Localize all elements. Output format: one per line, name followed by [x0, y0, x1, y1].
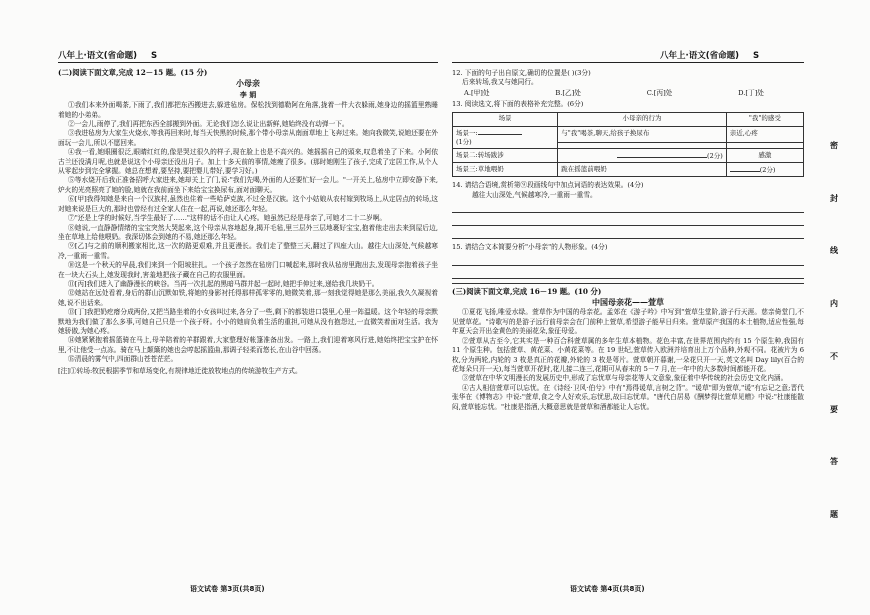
seal-line-text — [826, 140, 842, 520]
paragraph: ⑤等水烧开后我正准备招呼大家进来,她却关上了门,说:"我们先喝,外面的人还要忙好一会儿。"一开关上,毡房中立即安静下来,炉火的光亮照亮了她的脸,她就在我前面坐下来给宝宝换尿布,面对面聊天。 — [58, 176, 438, 194]
table-cell-behavior: 跪在摇篮前喂奶 — [558, 163, 726, 177]
table-cell-scene: 场景二:转场跋涉 — [453, 149, 558, 163]
footer-left: 语文试卷 第3页(共8页) — [190, 585, 265, 593]
header-right-s: S — [753, 51, 760, 61]
option-b[interactable]: B.[乙]处 — [555, 88, 581, 97]
footnote: [注]①转场:牧民根据季节和草场变化,有规律地迁徙放牧地点的传统游牧生产方式。 — [58, 366, 302, 375]
side-char: 内 — [830, 298, 838, 309]
table-row — [453, 163, 804, 177]
table-header: 场景 — [453, 112, 558, 126]
left-column — [58, 68, 438, 578]
answer-blank[interactable] — [617, 151, 707, 158]
right-column — [452, 68, 804, 578]
paragraph: ⑬[丁]我把奶疙瘩分成两份,又把当路坐着的小女孩叫过来,各分了一些,剩下的都装进口袋里,心里一阵温暖。这个年轻的母亲默默地为我们做了那么多事,可她自己只是一个孩子呀。小小的她肩负着生活的重担,可她从没有抱怨过,一直微笑着面对生活。我为她骄傲,为她心疼。 — [58, 308, 438, 335]
question-14: 14. 请结合语境,赏析第⑨段画线句中加点词语的表达效果。(4分) — [452, 181, 644, 190]
answer-blank[interactable] — [730, 165, 760, 172]
answer-line[interactable] — [452, 213, 804, 226]
article-title: 小母亲 — [236, 78, 260, 89]
paragraph: ③萱草在中华文明漫长的发展历史中,形成了忘忧草与母亲花等人文意象,象征着中华传统的社会历史文化内涵。 — [462, 374, 788, 383]
answer-line[interactable] — [452, 200, 804, 213]
paragraph: ②萱草从古至今,它其实是一种百合科萱草属的多年生草本植物。花色丰富,在世界范围内约有 15 个原生种,我国有 11 个原生种。包括萱草、黄花菜、小黄花菜等。在 19 世纪,萱草传入欧洲并培育出上万个品种,外观不同。花被片为 6 枚,分为两轮,内轮的 3 枚是真正的花瓣,外轮的 3 枚是萼片。萱草朝开暮谢,一朵花只开一天,英文名叫 Day lily(百合的花每朵只开一天),每当萱草开花时,花儿接二连三,花期可从春末的 5－7 月,在一年中的大多数时间都能开花。 — [452, 336, 804, 373]
table-cell-feeling: 亲近,心疼 — [726, 126, 803, 142]
table-cell-scene: 场景三:草地喂奶 — [453, 163, 558, 177]
question-13-table — [452, 112, 804, 178]
header-left-title: 八年上·语文(省命题) — [58, 51, 137, 61]
answer-line[interactable] — [452, 253, 804, 266]
article-author: 李 娟 — [239, 89, 257, 99]
question-12-sentence: 后来转场,我又与她同行。 — [462, 78, 538, 87]
table-cell-empty — [558, 142, 726, 149]
table-header: 小母亲的行为 — [558, 112, 726, 126]
header-right-title: 八年上·语文(省命题) — [660, 51, 739, 61]
side-char: 题 — [830, 508, 838, 519]
section-divider — [452, 283, 804, 284]
paragraph: ⑩这是一个秋天的早晨,我们来到一个阳坡驻扎。一个孩子忽然在毡房门口喊起来,那时我从毡房里跑出去,发现母亲抱着孩子坐在一块大石头上,她发现我时,害羞地把孩子藏在自己的衣服里面。 — [58, 261, 438, 279]
section-3-heading: (三)阅读下面文章,完成 16－19 题。(10 分) — [452, 286, 602, 296]
header-left-s: S — [151, 51, 158, 61]
paragraph: ①我们本来外面喝茶,下雨了,我们都把东西搬进去,躲进毡房。保松找到德勒阿在角落,拢着一件大衣躲雨,她身边的摇篮里熟睡着她的小弟弟。 — [58, 101, 438, 119]
article-2-title: 中国母亲花——萱草 — [592, 297, 664, 308]
paragraph: ⑦"还是上学的时候好,当学生最好了……"这样的话不由让人心疼。她虽然已经是母亲了,可她才二十二岁啊。 — [68, 214, 387, 223]
side-char: 线 — [830, 245, 838, 256]
side-char: 封 — [830, 192, 838, 203]
paragraph: ④古人相信萱草可以忘忧。在《诗经·卫风·伯兮》中有"焉得谖草,言树之背"。"谖草"即为萱草,"谖"有忘记之意;晋代张华在《博物志》中说:"萱草,食之令人好欢乐,忘忧思,故曰忘忧草。"唐代白居易《酬梦得比萱草见赠》中说:"杜康能散闷,萱草能忘忧。"杜康是指酒,大概意思就是萱草和酒都能让人忘忧。 — [452, 383, 804, 411]
table-header: "我"的感受 — [726, 112, 803, 126]
question-13: 13. 阅读选文,将下面的表格补充完整。(6分) — [452, 100, 584, 109]
answer-blank[interactable] — [478, 128, 522, 135]
table-cell-scene[interactable]: 场景一: (1分) — [453, 126, 558, 149]
paragraph: ③我进毡房为大家生火烧水,等我再回来时,每当天快黑的时候,那个带小母亲从南面草地上飞奔过来。她向我微笑,说她还要在外面玩一会儿,所以不愿回来。 — [58, 129, 438, 147]
paragraph: ⑪[丙]我们进入了幽静漫长的峡谷。当再一次扎起的黑暗马群并起一起时,她把手伸过来,递给我几块奶干。 — [68, 279, 379, 288]
header-left — [58, 49, 157, 61]
paragraph: ⑧她说,一直静静情绪的宝宝突然大哭起来,这个母亲从容地起身,揭开毛毡,里三层外三层地裹好宝宝,抱着他走出去来到屋后边,坐在草地上给他喂奶。我深切体会到她的不易,她还那么年轻。 — [58, 223, 438, 241]
table-cell-behavior-blank[interactable]: (2分) — [558, 149, 726, 163]
question-12-options — [452, 89, 804, 98]
answer-line[interactable] — [452, 226, 804, 239]
paragraph: ②一会儿,雨停了,我们再把东西全部搬到外面。无论我们怎么说让出新鲜,她始终没有动弹一下。 — [68, 120, 349, 129]
paragraph: ⑨[乙]与之前的顺利搬家相比,这一次的路更艰难,并且更漫长。我们走了整整三天,翻过了四座大山。越往大山深处,气候越寒冷,一重雨一重雪。 — [58, 242, 438, 260]
question-12: 12. 下面的句子出自原文,确切的位置是( )(3分) — [452, 69, 591, 77]
option-d[interactable]: D.[丁]处 — [738, 88, 764, 97]
option-c[interactable]: C.[丙]处 — [646, 88, 673, 97]
table-row — [453, 149, 804, 163]
header-rule-right — [452, 62, 804, 63]
question-15: 15. 请结合文本简要分析"小母亲"的人物形象。(4分) — [452, 243, 608, 252]
paragraph: ⑥[甲]我得知她是来自一个汉族村,虽然也住着一些哈萨克族,不过全是汉族。这个小姑娘从农村嫁到牧场上,从定居点的转场,这对她来说是巨大的,那时也曾经有过全家人住在一起,再说,她还那么年轻。 — [58, 195, 438, 213]
paragraph: ⑫她站在远处看着,身后的群山沉默如铁,将她的身影衬托得那样孤零零的,她微笑着,那一刻我觉得她是那么美丽,我久久凝视着她,说不出话来。 — [58, 289, 438, 307]
paragraph: ⑭她紧紧抱着摇篮骑在马上,母羊陪着的羊群跟着,大家整理好帐篷准备出发。一路上,我们迎着寒风行进,她始终把宝宝护在怀里,不让他受一点冻。骑在马上颠簸的她也会哼起摇篮曲,那调子轻柔而悠长,在山谷中回荡。 — [58, 336, 438, 354]
table-cell-behavior: 与"我"喝茶,聊天,给孩子换尿布 — [558, 126, 726, 142]
table-cell-feeling-blank[interactable]: (2分) — [726, 163, 803, 177]
header-right — [660, 49, 759, 61]
paragraph: ①夏花飞扬,唯爱水绿。萱草作为中国的母亲花。孟郊在《游子吟》中写到"萱草生堂阶,游子行天涯。慈亲倚堂门,不见萱草花。"诗歌写的是游子远行前母亲会在门前种上萱草,希望游子能早日归来。萱草原产我国的本土植物,适应性强,每年夏天会开出金黄色的美丽花朵,象征母爱。 — [452, 308, 804, 336]
paragraph: ④我一看,她眼圈很泛,眼睛红红的,像是哭过很久的样子,现在脸上也是不高兴的。她摇摇自己的頭来,叹息着坐了下来。小阿依古兰还没满月呢,也就是说这个小母亲还没出月子。加上十多天前的事情,她瘦了很多。(那时她刚生了孩子,完成了定居工作,从个人从零起步到完全掌握。她总在想着,要坚持,要把婴儿带好,要学习好。) — [58, 148, 438, 176]
answer-line[interactable] — [452, 266, 804, 279]
table-cell-empty — [726, 142, 803, 149]
table-row — [453, 126, 804, 142]
table-cell-feeling: 感激 — [726, 149, 803, 163]
footer-right: 语文试卷 第4页(共8页) — [570, 585, 645, 593]
option-a[interactable]: A.[甲]处 — [464, 88, 490, 97]
paragraph: ⑮清晨的雾气中,四面群山苍苍茫茫。 — [68, 355, 178, 364]
header-rule-left — [58, 62, 438, 63]
section-2-heading: (二)阅读下面文章,完成 12－15 题。(15 分) — [58, 68, 208, 77]
question-14-quote: 越往大山深处,气候越寒冷,一重雨一重雪。 — [472, 190, 597, 199]
side-char: 密 — [830, 140, 838, 150]
side-char: 不 — [830, 350, 838, 361]
side-char: 答 — [830, 456, 838, 467]
side-char: 要 — [830, 403, 838, 414]
